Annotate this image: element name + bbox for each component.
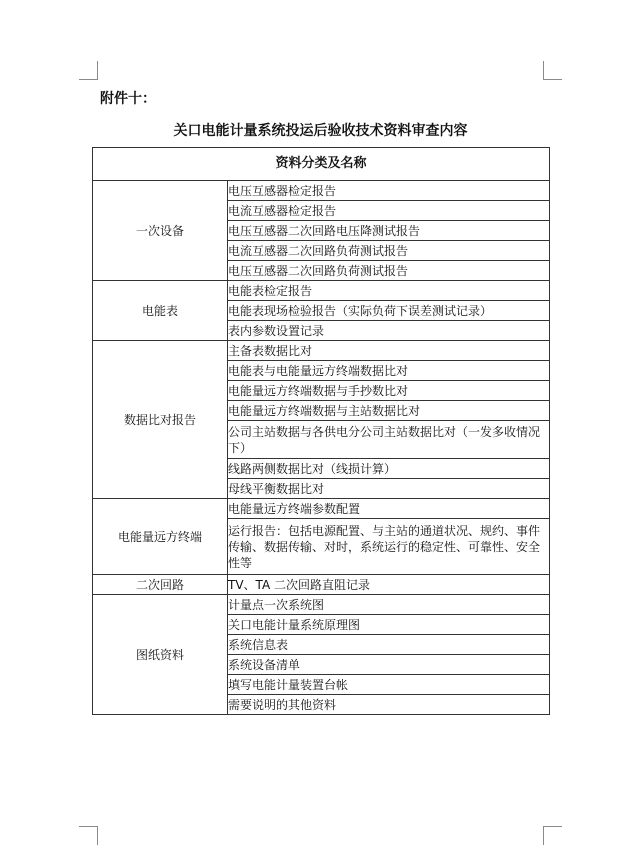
list-item: 计量点一次系统图 xyxy=(228,595,550,615)
list-item: 关口电能计量系统原理图 xyxy=(228,615,550,635)
list-item: 电能量远方终端参数配置 xyxy=(228,499,550,519)
list-item: 电能量远方终端数据与手抄数比对 xyxy=(228,381,550,401)
list-item: 电能量远方终端数据与主站数据比对 xyxy=(228,401,550,421)
category-drawings: 图纸资料 xyxy=(93,595,228,715)
table-header: 资料分类及名称 xyxy=(93,148,550,181)
table-row xyxy=(93,595,550,615)
table-row xyxy=(93,181,550,201)
category-remote-terminal: 电能量远方终端 xyxy=(93,499,228,575)
category-data-comparison: 数据比对报告 xyxy=(93,341,228,499)
list-item: 系统设备清单 xyxy=(228,655,550,675)
list-item: 电流互感器检定报告 xyxy=(228,201,550,221)
list-item: 需要说明的其他资料 xyxy=(228,695,550,715)
list-item: TV、TA 二次回路直阻记录 xyxy=(228,575,550,595)
crop-mark-bottom-left xyxy=(79,826,98,845)
list-item: 表内参数设置记录 xyxy=(228,321,550,341)
list-item: 电能表与电能量远方终端数据比对 xyxy=(228,361,550,381)
list-item: 电压互感器检定报告 xyxy=(228,181,550,201)
category-energy-meter: 电能表 xyxy=(93,281,228,341)
list-item: 公司主站数据与各供电分公司主站数据比对（一发多收情况下） xyxy=(228,421,550,459)
category-primary-equipment: 一次设备 xyxy=(93,181,228,281)
list-item: 系统信息表 xyxy=(228,635,550,655)
crop-mark-top-left xyxy=(79,61,98,80)
list-item: 电能表检定报告 xyxy=(228,281,550,301)
attachment-label: 附件十： xyxy=(100,91,156,107)
crop-mark-top-right xyxy=(543,61,562,80)
list-item: 母线平衡数据比对 xyxy=(228,479,550,499)
list-item: 填写电能计量装置台帐 xyxy=(228,675,550,695)
table-row xyxy=(93,499,550,519)
list-item: 电压互感器二次回路电压降测试报告 xyxy=(228,221,550,241)
list-item: 主备表数据比对 xyxy=(228,341,550,361)
list-item: 线路两侧数据比对（线损计算） xyxy=(228,459,550,479)
table-row xyxy=(93,575,550,595)
document-title: 关口电能计量系统投运后验收技术资料审查内容 xyxy=(173,123,468,139)
category-secondary-circuit: 二次回路 xyxy=(93,575,228,595)
crop-mark-bottom-right xyxy=(543,826,562,845)
table-header-row xyxy=(93,148,550,181)
table-row xyxy=(93,281,550,301)
list-item: 电能表现场检验报告（实际负荷下误差测试记录） xyxy=(228,301,550,321)
table-row xyxy=(93,341,550,361)
list-item: 电流互感器二次回路负荷测试报告 xyxy=(228,241,550,261)
list-item: 电压互感器二次回路负荷测试报告 xyxy=(228,261,550,281)
review-content-table xyxy=(92,147,550,715)
list-item: 运行报告：包括电源配置、与主站的通道状况、规约、事件传输、数据传输、对时，系统运行的稳定性、可靠性、安全性等 xyxy=(228,519,550,575)
